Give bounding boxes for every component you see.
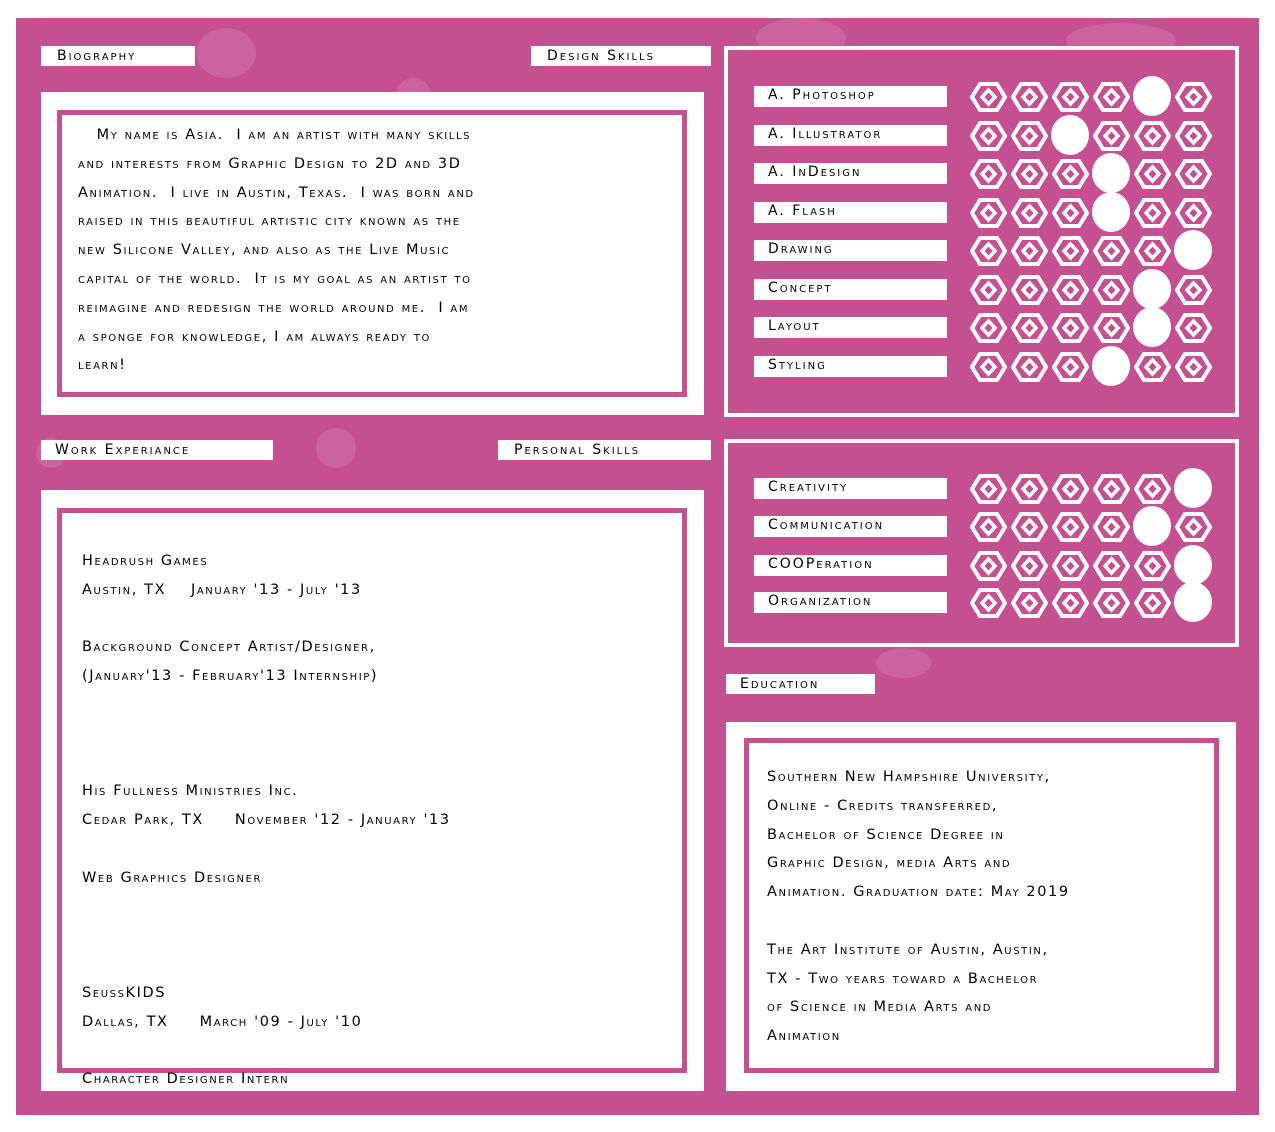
rating-pip-icon [1093, 313, 1130, 343]
rating-pip-icon [970, 551, 1007, 581]
design-skills-panel [724, 46, 1239, 417]
rating-pip-icon [1052, 512, 1089, 542]
rating-pip-icon [1011, 474, 1048, 504]
rating-pip-icon [1093, 121, 1130, 151]
education-panel [726, 722, 1236, 1091]
rating-marker [1092, 346, 1130, 386]
rating-pip-icon [1175, 82, 1212, 112]
skill-rating [970, 275, 1220, 305]
rating-pip-icon [1134, 121, 1171, 151]
rating-pip-icon [1052, 82, 1089, 112]
rating-pip-icon [970, 474, 1007, 504]
skill-label: A. Photoshop [754, 86, 947, 107]
rating-pip-icon [1011, 352, 1048, 382]
rating-pip-icon [970, 313, 1007, 343]
background-splash [196, 28, 256, 78]
rating-pip-icon [1134, 352, 1171, 382]
skill-label: Communication [754, 516, 947, 537]
rating-pip-icon [1011, 275, 1048, 305]
rating-pip-icon [1011, 236, 1048, 266]
rating-pip-icon [1175, 352, 1212, 382]
background-splash [316, 428, 356, 468]
rating-pip-icon [1175, 121, 1212, 151]
rating-pip-icon [1093, 512, 1130, 542]
rating-pip-icon [970, 275, 1007, 305]
rating-pip-icon [1093, 551, 1130, 581]
rating-pip-icon [970, 352, 1007, 382]
rating-pip-icon [1093, 236, 1130, 266]
rating-pip-icon [970, 159, 1007, 189]
rating-pip-icon [1052, 236, 1089, 266]
skill-rating [970, 121, 1220, 151]
skill-rating [970, 313, 1220, 343]
rating-pip-icon [1011, 512, 1048, 542]
biography-text: My name is Asia. I am an artist with many skills and interests from Graphic Design to 2D and 3D Animation. I live in Austin, Texas. I was born and raised in this beautiful artistic city known as the new Silicone Valley, and also as the Live Music capital of the world. It is my goal as an artist to reimagine and redesign the world around me. I am a sponge for knowledge, I am always ready to learn! [78, 127, 475, 374]
rating-pip-icon [1052, 159, 1089, 189]
rating-pip-icon [1093, 474, 1130, 504]
rating-pip-icon [1052, 198, 1089, 228]
skill-label: A. Flash [754, 202, 947, 223]
education-heading: Education [726, 674, 875, 694]
skill-label: A. Illustrator [754, 125, 947, 146]
rating-pip-icon [1052, 474, 1089, 504]
rating-pip-icon [970, 198, 1007, 228]
rating-pip-icon [1011, 82, 1048, 112]
rating-pip-icon [1052, 588, 1089, 618]
skill-rating [970, 198, 1220, 228]
skill-rating [970, 159, 1220, 189]
rating-pip-icon [970, 121, 1007, 151]
skill-label: Organization [754, 592, 947, 613]
rating-pip-icon [1052, 551, 1089, 581]
resume-page [16, 18, 1259, 1115]
rating-marker [1092, 192, 1130, 232]
rating-pip-icon [1052, 313, 1089, 343]
rating-marker [1133, 76, 1171, 116]
rating-pip-icon [1134, 588, 1171, 618]
rating-marker [1133, 269, 1171, 309]
rating-pip-icon [1093, 588, 1130, 618]
rating-marker [1133, 506, 1171, 546]
background-splash [876, 648, 931, 678]
rating-pip-icon [1011, 121, 1048, 151]
rating-pip-icon [1011, 588, 1048, 618]
skill-label: A. InDesign [754, 163, 947, 184]
rating-pip-icon [1093, 82, 1130, 112]
rating-pip-icon [1052, 352, 1089, 382]
skill-rating [970, 352, 1220, 382]
rating-pip-icon [1011, 551, 1048, 581]
skill-rating [970, 236, 1220, 266]
rating-marker [1174, 545, 1212, 585]
rating-pip-icon [1134, 236, 1171, 266]
rating-pip-icon [1134, 159, 1171, 189]
rating-pip-icon [970, 82, 1007, 112]
skill-label: Styling [754, 356, 947, 377]
rating-pip-icon [1052, 275, 1089, 305]
work-experience-heading: Work Experiance [41, 440, 273, 460]
personal-skills-heading: Personal Skills [498, 440, 711, 460]
biography-heading: Biography [41, 46, 195, 66]
skill-rating [970, 82, 1220, 112]
rating-pip-icon [1011, 313, 1048, 343]
rating-pip-icon [970, 512, 1007, 542]
skill-label: COOPeration [754, 555, 947, 576]
biography-panel [41, 92, 704, 415]
rating-pip-icon [1134, 551, 1171, 581]
rating-marker [1051, 115, 1089, 155]
skill-label: Layout [754, 317, 947, 338]
skill-label: Creativity [754, 478, 947, 499]
work-experience-panel [41, 490, 704, 1091]
rating-pip-icon [1011, 159, 1048, 189]
rating-pip-icon [970, 236, 1007, 266]
rating-pip-icon [1175, 512, 1212, 542]
skill-rating [970, 551, 1220, 581]
rating-pip-icon [1175, 198, 1212, 228]
rating-pip-icon [1134, 474, 1171, 504]
rating-marker [1092, 153, 1130, 193]
rating-pip-icon [1093, 275, 1130, 305]
rating-marker [1174, 468, 1212, 508]
skill-label: Concept [754, 279, 947, 300]
personal-skills-panel [724, 439, 1239, 647]
rating-pip-icon [1011, 198, 1048, 228]
skill-rating [970, 588, 1220, 618]
skill-label: Drawing [754, 240, 947, 261]
rating-pip-icon [1134, 198, 1171, 228]
skill-rating [970, 512, 1220, 542]
education-text: Southern New Hampshire University, Online - Credits transferred, Bachelor of Science Degree in Graphic Design, media Arts and Animation. Graduation date: May 2019 The Art Institute of Austin, Austin, TX - Two years toward a Bachelor of Science in Media Arts and Animation [767, 769, 1070, 1045]
rating-pip-icon [970, 588, 1007, 618]
work-experience-text: Headrush Games Austin, TX January '13 - July '13 Background Concept Artist/Designer, (January'13 - February'13 Internship) His Fullness Ministries Inc. Cedar Park, TX November '12 - January '13 Web Graphics Designer SeussKIDS Dallas, TX March '09 - July '10 Character Designer Intern [82, 553, 451, 1088]
skill-rating [970, 474, 1220, 504]
rating-marker [1174, 582, 1212, 622]
rating-pip-icon [1175, 275, 1212, 305]
rating-pip-icon [1175, 313, 1212, 343]
design-skills-heading: Design Skills [531, 46, 711, 66]
rating-marker [1133, 307, 1171, 347]
rating-pip-icon [1175, 159, 1212, 189]
rating-marker [1174, 230, 1212, 270]
